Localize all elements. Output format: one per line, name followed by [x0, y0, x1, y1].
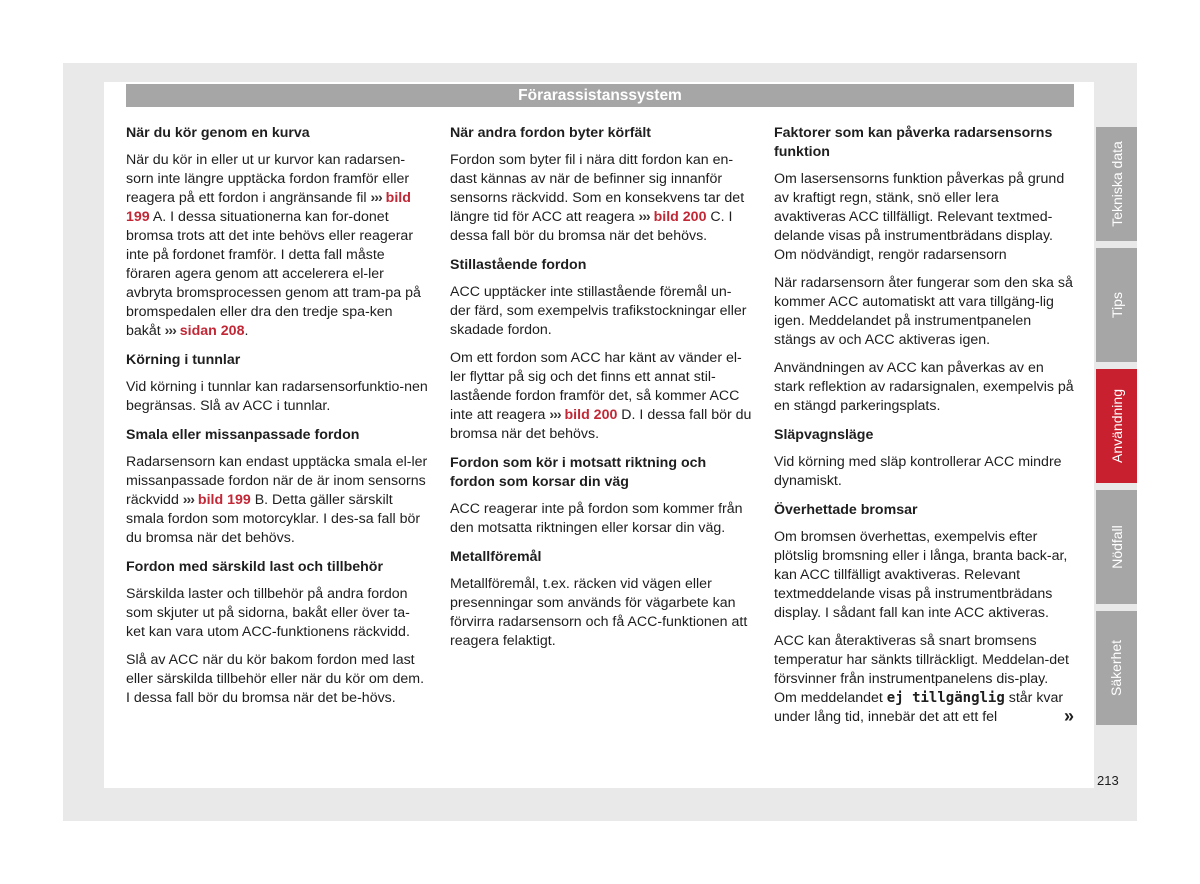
- figure-link[interactable]: bild 200: [653, 209, 707, 225]
- section-heading: Faktorer som kan påverka radarsensorns funktion: [774, 125, 1053, 160]
- section-heading: Överhettade bromsar: [774, 502, 918, 518]
- paragraph: När radarsensorn åter fungerar som den ska så kommer ACC automatiskt att vara tillgäng-lig igen. Meddelandet på instrumentpanelen stängs av och ACC aktiveras igen.: [774, 275, 1073, 348]
- display-message-code: ej tillgänglig: [886, 690, 1005, 706]
- section-heading: När andra fordon byter körfält: [450, 125, 652, 141]
- section-metal: [450, 548, 752, 651]
- paragraph: Användningen av ACC kan påverkas av en stark reflektion av radarsignalen, exempelvis på en stängd parkeringsplats.: [774, 360, 1074, 414]
- paragraph: Metallföremål, t.ex. räcken vid vägen eller presenningar som används för vägarbete kan förvirra radarsensorn och få ACC-funktionen att reagera felaktigt.: [450, 576, 748, 649]
- text: Fordon som byter fil i nära ditt fordon kan en-dast kännas av när de befinner sig innanför sensorns räckvidd. Som en konsekvens tar det längre tid för ACC att reagera: [450, 152, 745, 225]
- paragraph: [126, 151, 428, 341]
- text: ACC kan återaktiveras så snart bromsens temperatur har sänkts tillräckligt. Meddelan-det försvinner från instrumentpanelens dis-play. Om meddelandet: [774, 633, 1069, 706]
- paragraph: Om lasersensorns funktion påverkas på grund av kraftigt regn, stänk, snö eller lera avaktiveras ACC tillfälligt. Relevant textmed-delande visas på instrumentbrädans display. Om nödvändigt, rengör radarsensorn: [774, 171, 1065, 263]
- section-heading: Stillastående fordon: [450, 257, 587, 273]
- section-heading: Metallföremål: [450, 549, 542, 565]
- section-curve: [126, 124, 428, 341]
- side-tab-label: Användning: [1108, 389, 1125, 463]
- chapter-header: [126, 84, 1074, 107]
- ref-arrow-icon: ›››: [638, 209, 650, 225]
- text-column-3: [774, 124, 1074, 737]
- paragraph: [450, 151, 752, 246]
- chapter-title: Förarassistanssystem: [518, 87, 682, 104]
- section-sensor-factors: [774, 124, 1074, 416]
- paragraph: Särskilda laster och tillbehör på andra fordon som skjuter ut på sidorna, bakåt eller över ta-ket kan vara utom ACC-funktionens räckvidd.: [126, 586, 410, 640]
- section-narrow-vehicles: [126, 426, 428, 548]
- text: Om ett fordon som ACC har känt av vänder el-ler flyttar på sig och det finns ett annat stil-lastående fordon framför det, så kommer ACC inte att reagera: [450, 350, 742, 423]
- section-lane-change: [450, 124, 752, 246]
- ref-arrow-icon: ›››: [182, 492, 194, 508]
- section-heading: Fordon med särskild last och tillbehör: [126, 559, 383, 575]
- figure-link[interactable]: bild 199: [197, 492, 251, 508]
- figure-link[interactable]: bild 199: [126, 190, 411, 225]
- page-number: 213: [1097, 773, 1119, 788]
- paragraph: ACC upptäcker inte stillastående föremål un-der färd, som exempelvis trafikstockningar eller skadade fordon.: [450, 284, 747, 338]
- section-oncoming: [450, 454, 752, 538]
- text-column-2: [450, 124, 752, 661]
- text: C. I dessa fall bör du bromsa när det behövs.: [450, 209, 733, 244]
- side-tab-sakerhet[interactable]: [1096, 611, 1137, 725]
- side-tab-label: Nödfall: [1108, 525, 1125, 569]
- side-tab-label: Tips: [1108, 292, 1125, 318]
- text: När du kör in eller ut ur kurvor kan radarsen-sorn inte längre upptäcka fordon framför eller reagera på ett fordon i angränsande fil: [126, 152, 410, 206]
- text: B. Detta gäller särskilt smala fordon som motorcyklar. I des-sa fall bör du bromsa när det behövs.: [126, 492, 421, 546]
- section-stationary: [450, 256, 752, 444]
- paragraph: Vid körning i tunnlar kan radarsensorfunktio-nen begränsas. Slå av ACC i tunnlar.: [126, 379, 428, 414]
- side-tab-tips[interactable]: [1096, 248, 1137, 362]
- side-tab-nodfall[interactable]: [1096, 490, 1137, 604]
- paragraph: [450, 349, 752, 444]
- paragraph: [774, 632, 1074, 727]
- paragraph: Slå av ACC när du kör bakom fordon med last eller särskilda tillbehör eller när du kör om dem. I dessa fall bör du bromsa när det be-hövs.: [126, 652, 425, 706]
- section-heading: Körning i tunnlar: [126, 352, 241, 368]
- section-heading: Smala eller missanpassade fordon: [126, 427, 360, 443]
- paragraph: Vid körning med släp kontrollerar ACC mindre dynamiskt.: [774, 454, 1062, 489]
- text: står kvar under lång tid, innebär det att ett fel: [774, 690, 1064, 725]
- section-heading: Släpvagnsläge: [774, 427, 874, 443]
- paragraph: [126, 453, 428, 548]
- side-tab-anvandning[interactable]: [1096, 369, 1137, 483]
- section-overheated-brakes: [774, 501, 1074, 727]
- text: A. I dessa situationerna kan for-donet bromsa trots att det inte behövs eller reagerar inte på fordonet framför. I detta fall måste föraren agera genom att accelerera el-ler avbryta bromsprocessen genom att tram-pa på bromspedalen eller dra den tredje spa-ken bakåt: [126, 209, 421, 339]
- section-special-load: [126, 558, 428, 708]
- continue-arrow-icon: »: [1063, 706, 1074, 726]
- text: D. I dessa fall bör du bromsa när det behövs.: [450, 407, 752, 442]
- figure-link[interactable]: bild 200: [564, 407, 618, 423]
- side-tab-label: Säkerhet: [1108, 639, 1125, 697]
- ref-arrow-icon: ›››: [549, 407, 561, 423]
- paragraph: Om bromsen överhettas, exempelvis efter plötslig bromsning eller i långa, branta back-ar, kan ACC tillfälligt avaktiveras. Relevant textmeddelande visas på instrumentbrädans display. I sådant fall kan inte ACC aktiveras.: [774, 529, 1068, 621]
- side-tab-tekniska-data[interactable]: [1096, 127, 1137, 241]
- ref-arrow-icon: ›››: [370, 190, 382, 206]
- section-trailer: [774, 426, 1074, 491]
- section-heading: Fordon som kör i motsatt riktning och fordon som korsar din väg: [450, 455, 707, 490]
- section-tunnels: [126, 351, 428, 416]
- paragraph: ACC reagerar inte på fordon som kommer från den motsatta riktningen eller korsar din väg.: [450, 501, 743, 536]
- text: Radarsensorn kan endast upptäcka smala el-ler missanpassade fordon när de är inom sensorns räckvidd: [126, 454, 428, 508]
- ref-arrow-icon: ›››: [164, 323, 176, 339]
- side-tab-label: Tekniska data: [1108, 141, 1125, 227]
- page-link[interactable]: sidan 208: [179, 323, 245, 339]
- text-column-1: [126, 124, 428, 718]
- section-heading: När du kör genom en kurva: [126, 125, 310, 141]
- text: .: [244, 323, 249, 339]
